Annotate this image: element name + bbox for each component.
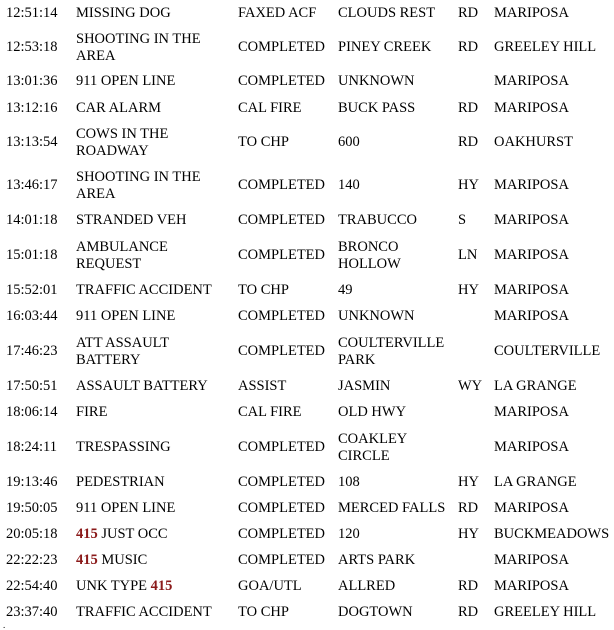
time-cell: 12:51:14: [6, 5, 58, 22]
call-type-cell: ATT ASSAULT BATTERY: [76, 334, 169, 368]
table-row: [0, 600, 614, 626]
street-suffix-cell: HY: [458, 177, 479, 194]
street-suffix-cell: RD: [458, 578, 479, 595]
time-cell: 23:37:40: [6, 604, 58, 621]
street-cell: 49: [338, 282, 353, 299]
call-type-cell: TRESPASSING: [76, 439, 171, 456]
city-cell: MARIPOSA: [494, 177, 569, 194]
city-cell: MARIPOSA: [494, 212, 569, 229]
street-cell: BUCK PASS: [338, 100, 416, 117]
street-cell: BRONCO HOLLOW: [338, 238, 401, 272]
city-cell: LA GRANGE: [494, 474, 577, 491]
street-suffix-cell: HY: [458, 282, 479, 299]
street-cell: COULTERVILLE PARK: [338, 334, 445, 368]
street-suffix-cell: S: [458, 212, 467, 229]
city-cell: MARIPOSA: [494, 578, 569, 595]
time-cell: 19:13:46: [6, 474, 58, 491]
code-415-highlight: 415: [76, 526, 98, 543]
call-type-cell: COWS IN THE ROADWAY: [76, 125, 169, 159]
time-cell: 18:24:11: [6, 439, 58, 456]
time-cell: 17:46:23: [6, 343, 58, 360]
street-cell: ARTS PARK: [338, 552, 416, 569]
city-cell: LA GRANGE: [494, 378, 577, 395]
street-suffix-cell: HY: [458, 526, 479, 543]
street-cell: TRABUCCO: [338, 212, 417, 229]
city-cell: MARIPOSA: [494, 500, 569, 517]
call-type-cell: PEDESTRIAN: [76, 474, 165, 491]
street-cell: DOGTOWN: [338, 604, 413, 621]
street-suffix-cell: LN: [458, 247, 478, 264]
call-type-cell: 911 OPEN LINE: [76, 73, 176, 90]
table-row: [0, 96, 614, 122]
street-suffix-cell: HY: [458, 474, 479, 491]
call-type-cell: ASSAULT BATTERY: [76, 378, 208, 395]
street-suffix-cell: [452, 68, 488, 96]
call-type-cell: SHOOTING IN THE AREA: [76, 168, 201, 202]
table-row: [0, 496, 614, 522]
time-cell: 20:05:18: [6, 526, 58, 543]
time-cell: 15:01:18: [6, 247, 58, 264]
street-cell: UNKNOWN: [338, 308, 415, 325]
disposition-cell: COMPLETED: [238, 343, 325, 360]
city-cell: MARIPOSA: [494, 404, 569, 421]
city-cell: MARIPOSA: [494, 100, 569, 117]
disposition-cell: TO CHP: [238, 134, 289, 151]
street-cell: MERCED FALLS: [338, 500, 446, 517]
disposition-cell: COMPLETED: [238, 73, 325, 90]
code-415-highlight: 415: [150, 578, 173, 595]
table-row: [0, 234, 614, 278]
call-type-cell: AMBULANCE REQUEST: [76, 238, 168, 272]
street-suffix-cell: [452, 426, 488, 470]
street-suffix-cell: RD: [458, 39, 479, 56]
disposition-cell: GOA/UTL: [238, 578, 302, 595]
city-cell: GREELEY HILL: [494, 39, 597, 56]
call-type-cell: 911 OPEN LINE: [76, 308, 176, 325]
disposition-cell: COMPLETED: [238, 308, 325, 325]
time-cell: 17:50:51: [6, 378, 58, 395]
city-cell: BUCKMEADOWS: [494, 526, 610, 543]
time-cell: 16:03:44: [6, 308, 58, 325]
street-suffix-cell: RD: [458, 5, 479, 22]
street-cell: 108: [338, 474, 360, 491]
disposition-cell: COMPLETED: [238, 177, 325, 194]
table-row: [0, 208, 614, 234]
street-cell: OLD HWY: [338, 404, 407, 421]
street-cell: 120: [338, 526, 360, 543]
call-type-cell: SHOOTING IN THE AREA: [76, 30, 201, 64]
street-cell: PINEY CREEK: [338, 39, 432, 56]
table-row: [0, 574, 614, 600]
call-type-cell: CAR ALARM: [76, 100, 162, 117]
call-type-cell: TRAFFIC ACCIDENT: [76, 604, 212, 621]
disposition-cell: TO CHP: [238, 282, 289, 299]
city-cell: MARIPOSA: [494, 308, 569, 325]
table-row: [0, 28, 614, 68]
table-row: [0, 122, 614, 164]
table-row: [0, 0, 614, 28]
time-cell: 22:22:23: [6, 552, 58, 569]
time-cell: 13:46:17: [6, 177, 58, 194]
footer-mark: .: [3, 620, 6, 630]
city-cell: MARIPOSA: [494, 439, 569, 456]
street-suffix-cell: RD: [458, 500, 479, 517]
street-cell: UNKNOWN: [338, 73, 415, 90]
time-cell: 15:52:01: [6, 282, 58, 299]
disposition-cell: CAL FIRE: [238, 404, 302, 421]
time-cell: 22:54:40: [6, 578, 58, 595]
disposition-cell: TO CHP: [238, 604, 289, 621]
city-cell: MARIPOSA: [494, 73, 569, 90]
call-type-cell: 911 OPEN LINE: [76, 500, 176, 517]
street-suffix-cell: RD: [458, 100, 479, 117]
disposition-cell: COMPLETED: [238, 500, 325, 517]
time-cell: 14:01:18: [6, 212, 58, 229]
call-type-cell: [70, 574, 232, 600]
street-suffix-cell: RD: [458, 604, 479, 621]
street-suffix-cell: WY: [458, 378, 483, 395]
disposition-cell: COMPLETED: [238, 439, 325, 456]
street-suffix-cell: [452, 548, 488, 574]
street-cell: 140: [338, 177, 360, 194]
table-row: [0, 548, 614, 574]
street-suffix-cell: RD: [458, 134, 479, 151]
table-row: [0, 522, 614, 548]
disposition-cell: COMPLETED: [238, 552, 325, 569]
street-cell: CLOUDS REST: [338, 5, 436, 22]
time-cell: 18:06:14: [6, 404, 58, 421]
street-cell: JASMIN: [338, 378, 391, 395]
street-cell: COAKLEY CIRCLE: [338, 430, 407, 464]
table-row: [0, 374, 614, 400]
street-cell: 600: [338, 134, 360, 151]
disposition-cell: COMPLETED: [238, 247, 325, 264]
disposition-cell: COMPLETED: [238, 39, 325, 56]
table-row: [0, 400, 614, 426]
call-type-cell: FIRE: [76, 404, 108, 421]
table-row: [0, 330, 614, 374]
disposition-cell: FAXED ACF: [238, 5, 317, 22]
table-row: [0, 470, 614, 496]
time-cell: 19:50:05: [6, 500, 58, 517]
disposition-cell: COMPLETED: [238, 212, 325, 229]
city-cell: MARIPOSA: [494, 5, 569, 22]
city-cell: COULTERVILLE: [494, 343, 601, 360]
call-type-cell: STRANDED VEH: [76, 212, 187, 229]
time-cell: 13:13:54: [6, 134, 58, 151]
disposition-cell: COMPLETED: [238, 474, 325, 491]
street-cell: ALLRED: [338, 578, 396, 595]
disposition-cell: ASSIST: [238, 378, 287, 395]
disposition-cell: COMPLETED: [238, 526, 325, 543]
call-type-cell: [70, 522, 232, 548]
city-cell: MARIPOSA: [494, 282, 569, 299]
call-type-text: JUST OCC: [101, 526, 168, 543]
street-suffix-cell: [452, 400, 488, 426]
time-cell: 12:53:18: [6, 39, 58, 56]
time-cell: 13:12:16: [6, 100, 58, 117]
street-suffix-cell: [452, 330, 488, 374]
table-row: [0, 278, 614, 304]
call-type-cell: TRAFFIC ACCIDENT: [76, 282, 212, 299]
street-suffix-cell: [452, 304, 488, 330]
call-type-text: MUSIC: [101, 552, 148, 569]
call-type-cell: MISSING DOG: [76, 5, 171, 22]
call-type-cell: [70, 548, 232, 574]
table-row: [0, 426, 614, 470]
table-row: [0, 68, 614, 96]
city-cell: GREELEY HILL: [494, 604, 597, 621]
code-415-highlight: 415: [76, 552, 98, 569]
city-cell: OAKHURST: [494, 134, 573, 151]
call-type-text: UNK TYPE: [76, 578, 148, 595]
table-row: [0, 164, 614, 208]
city-cell: MARIPOSA: [494, 247, 569, 264]
city-cell: MARIPOSA: [494, 552, 569, 569]
disposition-cell: CAL FIRE: [238, 100, 302, 117]
table-row: [0, 304, 614, 330]
time-cell: 13:01:36: [6, 73, 58, 90]
